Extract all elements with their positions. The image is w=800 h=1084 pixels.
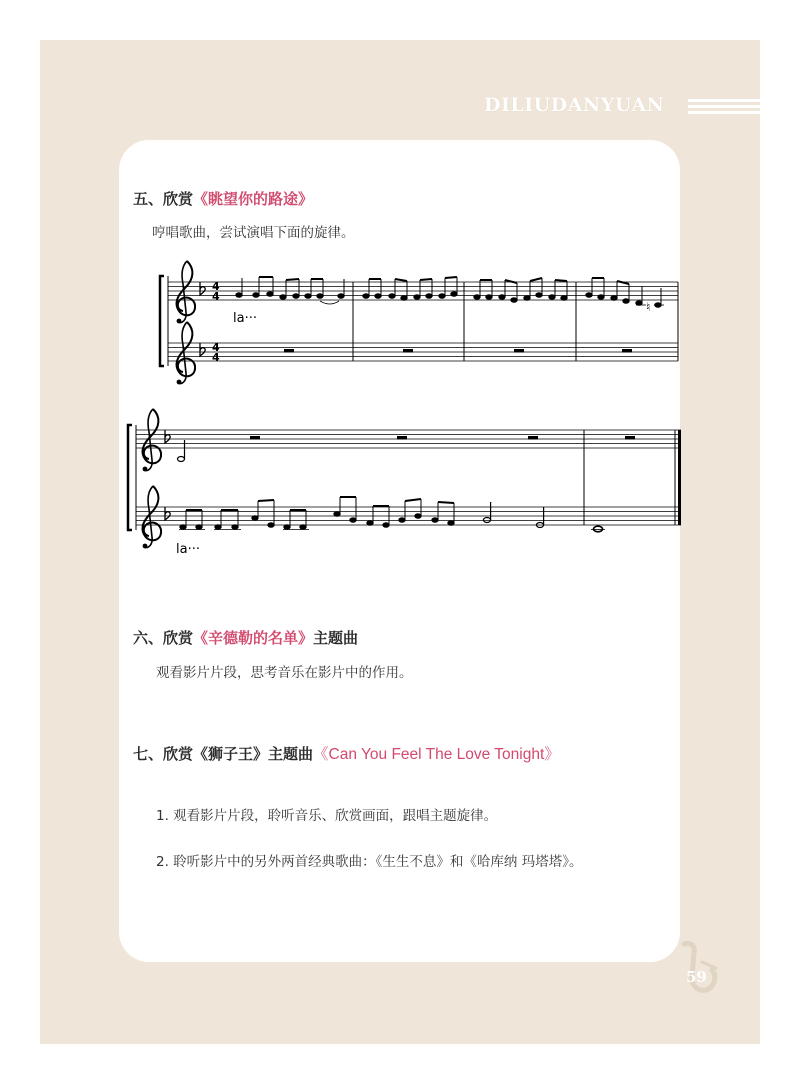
svg-text:♮: ♮ <box>646 300 651 314</box>
section6-suffix: 主题曲 <box>313 629 359 647</box>
flat-icon <box>200 343 205 356</box>
treble-clef-icon <box>177 261 196 323</box>
whole-rest <box>397 436 407 440</box>
notes-measure-2 <box>363 277 457 300</box>
section6-film-title: 《辛德勒的名单》 <box>193 629 314 647</box>
notes-measure-4 <box>586 278 664 314</box>
time-sig-top: 4 <box>212 280 220 293</box>
lyric-la-2: la··· <box>176 542 200 557</box>
time-sig-bottom: 4 <box>212 351 220 364</box>
whole-rest <box>403 349 413 353</box>
whole-rest <box>625 436 635 440</box>
system-1 <box>160 261 678 384</box>
half-rest <box>250 436 260 440</box>
whole-rest <box>528 436 538 440</box>
section5-song-title: 《眺望你的路途》 <box>193 190 314 208</box>
flat-icon <box>200 282 205 295</box>
unit-title: DILIUDANYUAN <box>484 94 665 116</box>
lyric-la-1: la··· <box>233 311 257 326</box>
section5-instruction: 哼唱歌曲，尝试演唱下面的旋律。 <box>152 225 355 241</box>
whole-rest <box>622 349 632 353</box>
section5-prefix: 五、欣赏 <box>133 190 194 208</box>
whole-rest <box>284 349 294 353</box>
long-notes-lower-staff <box>483 502 605 532</box>
whole-rest <box>514 349 524 353</box>
flat-icon <box>165 507 170 520</box>
page-number: 59 <box>686 968 707 986</box>
treble-clef-icon <box>143 486 162 548</box>
section6-prefix: 六、欣赏 <box>133 629 194 647</box>
treble-clef-icon <box>177 322 196 384</box>
time-sig-bottom: 4 <box>212 290 220 303</box>
section7-heading <box>133 742 560 764</box>
section7-item-2: 2. 聆听影片中的另外两首经典歌曲：《生生不息》和《哈库纳 玛塔塔》。 <box>156 854 583 870</box>
section7-prefix: 七、欣赏《狮子王》主题曲 <box>133 745 314 763</box>
section7-item-1: 1. 观看影片片段，聆听音乐、欣赏画面，跟唱主题旋律。 <box>156 808 498 824</box>
section6-instruction: 观看影片片段，思考音乐在影片中的作用。 <box>156 665 413 681</box>
system-2 <box>128 409 681 557</box>
flat-icon <box>165 430 170 443</box>
section7-song-title: 《Can You Feel The Love Tonight》 <box>313 746 560 763</box>
treble-clef-icon <box>143 409 162 471</box>
section6-heading <box>133 627 358 648</box>
time-sig-top: 4 <box>212 341 220 354</box>
